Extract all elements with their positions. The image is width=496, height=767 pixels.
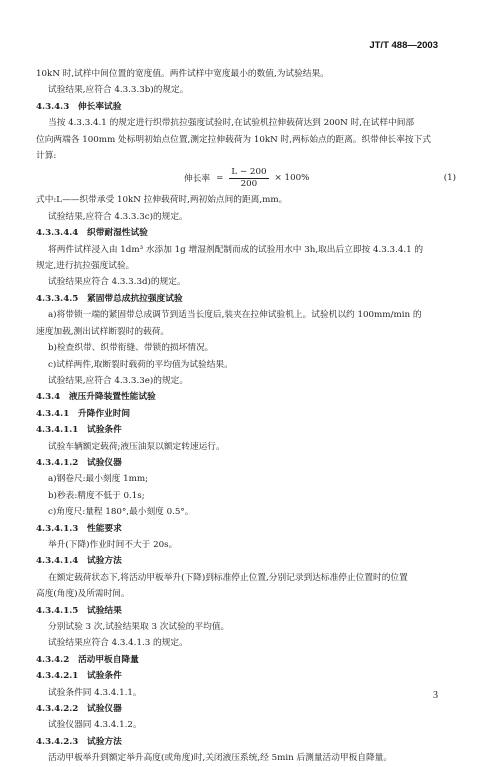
text-line: 速度加载,测出试样断裂时的载荷。 — [36, 326, 170, 337]
text-line: 试验结果,应符合 4.3.3.3c)的规定。 — [48, 211, 188, 222]
text-line: c)角度尺:量程 180°,最小刻度 0.5°。 — [48, 507, 194, 518]
page-body — [36, 66, 456, 767]
text-line: 高度(角度)及所需时间。 — [36, 589, 130, 600]
section-heading: 4.3.4.2 活动甲板自降量 — [36, 654, 139, 665]
section-heading: 4.3.4.3 伸长率试验 — [36, 101, 122, 112]
text-line: a)钢卷尺:最小刻度 1mm; — [48, 474, 148, 485]
elongation-formula — [36, 164, 456, 192]
text-line: 试验结果应符合 4.3.3.3d)的规定。 — [48, 277, 186, 288]
section-heading: 4.3.4 液压升降装置性能试验 — [36, 392, 156, 403]
section-heading: 4.3.4.1.3 性能要求 — [36, 523, 122, 534]
text-line: 式中:L——织带承受 10kN 拉伸载荷时,两初始点间的距离,mm。 — [36, 195, 288, 206]
text-line: 分别试验 3 次,试验结果取 3 次试验的平均值。 — [48, 622, 230, 632]
formula-fraction — [229, 167, 268, 190]
section-heading: 4.3.4.1 升降作业时间 — [36, 408, 131, 419]
text-line: 试验仪器同 4.3.4.1.2。 — [48, 720, 142, 731]
text-line: 试验结果,应符合 4.3.3.3b)的规定。 — [48, 85, 189, 96]
formula-multiplier: × 100% — [274, 173, 310, 184]
text-line: 试验条件同 4.3.4.1.1。 — [48, 687, 142, 698]
text-line: 举升(下降)作业时间不大于 20s。 — [48, 539, 178, 550]
text-line: b)秒表:精度不低于 0.1s; — [48, 490, 145, 501]
text-line: 位向两端各 100mm 处标明初始点位置,测定拉伸载荷为 10kN 时,两标始点的距离。织带伸长率按下式 — [36, 134, 431, 145]
text-block-main — [36, 192, 456, 766]
text-line: 将两件试样浸入由 1dm³ 水添加 1g 增湿剂配制而成的试验用水中 3h,取出后立即按 4.3.3.4.1 的 — [48, 244, 424, 255]
section-heading: 4.3.4.1.4 试验方法 — [36, 556, 122, 567]
formula-number: (1) — [443, 173, 456, 184]
text-line: b)检查织带、织带衔缝、带锁的损坏情况。 — [48, 343, 214, 354]
formula-lhs: 伸长率 — [184, 174, 211, 185]
text-line: 10kN 时,试样中间位置的宽度值。两件试样中宽度最小的数值,为试验结果。 — [36, 69, 329, 79]
section-heading: 4.3.4.2.2 试验仪器 — [36, 704, 122, 715]
text-line: 试验车辆额定载荷;液压油泵以额定转速运行。 — [48, 441, 225, 452]
text-line: a)将带锁一端的紧固带总成调节到适当长度后,装夹在拉伸试验机上。试验机以约 100mm/min 的 — [48, 310, 422, 321]
text-line: 试验结果,应符合 4.3.3.3e)的规定。 — [48, 375, 189, 386]
text-line: 在额定载荷状态下,将活动甲板举升(下降)到标准停止位置,分别记录到达标准停止位置时的位置 — [48, 572, 408, 583]
section-heading: 4.3.3.4.5 紧固带总成抗拉强度试验 — [36, 293, 183, 304]
section-heading: 4.3.4.2.1 试验条件 — [36, 671, 122, 682]
formula-equals: = — [216, 173, 224, 184]
text-line: 规定,进行抗拉强度试验。 — [36, 261, 135, 272]
formula-denominator: 200 — [240, 178, 258, 189]
page-number: 3 — [433, 690, 438, 701]
section-heading: 4.3.4.1.1 试验条件 — [36, 425, 122, 436]
section-heading: 4.3.4.1.2 试验仪器 — [36, 457, 122, 468]
text-block-top — [36, 66, 456, 164]
formula-numerator: L − 200 — [231, 166, 267, 177]
text-line: 当按 4.3.3.4.1 的规定进行织带抗拉强度试验时,在试验机拉伸载荷达到 200N 时,在试样中间部 — [48, 118, 415, 129]
text-line: 试验结果应符合 4.3.4.1.3 的规定。 — [48, 638, 188, 649]
text-line: 活动甲板举升到额定举升高度(或角度)时,关闭液压系统,经 5min 后测量活动甲板自降量。 — [48, 753, 393, 764]
section-heading: 4.3.4.1.5 试验结果 — [36, 605, 122, 616]
text-line: c)试样两件,取断裂时载荷的平均值为试验结果。 — [48, 359, 233, 370]
section-heading: 4.3.4.2.3 试验方法 — [36, 736, 122, 747]
section-heading: 4.3.3.4.4 织带耐湿性试验 — [36, 228, 148, 239]
text-line: 计算: — [36, 151, 57, 162]
document-code-header: JT/T 488—2003 — [369, 40, 438, 51]
